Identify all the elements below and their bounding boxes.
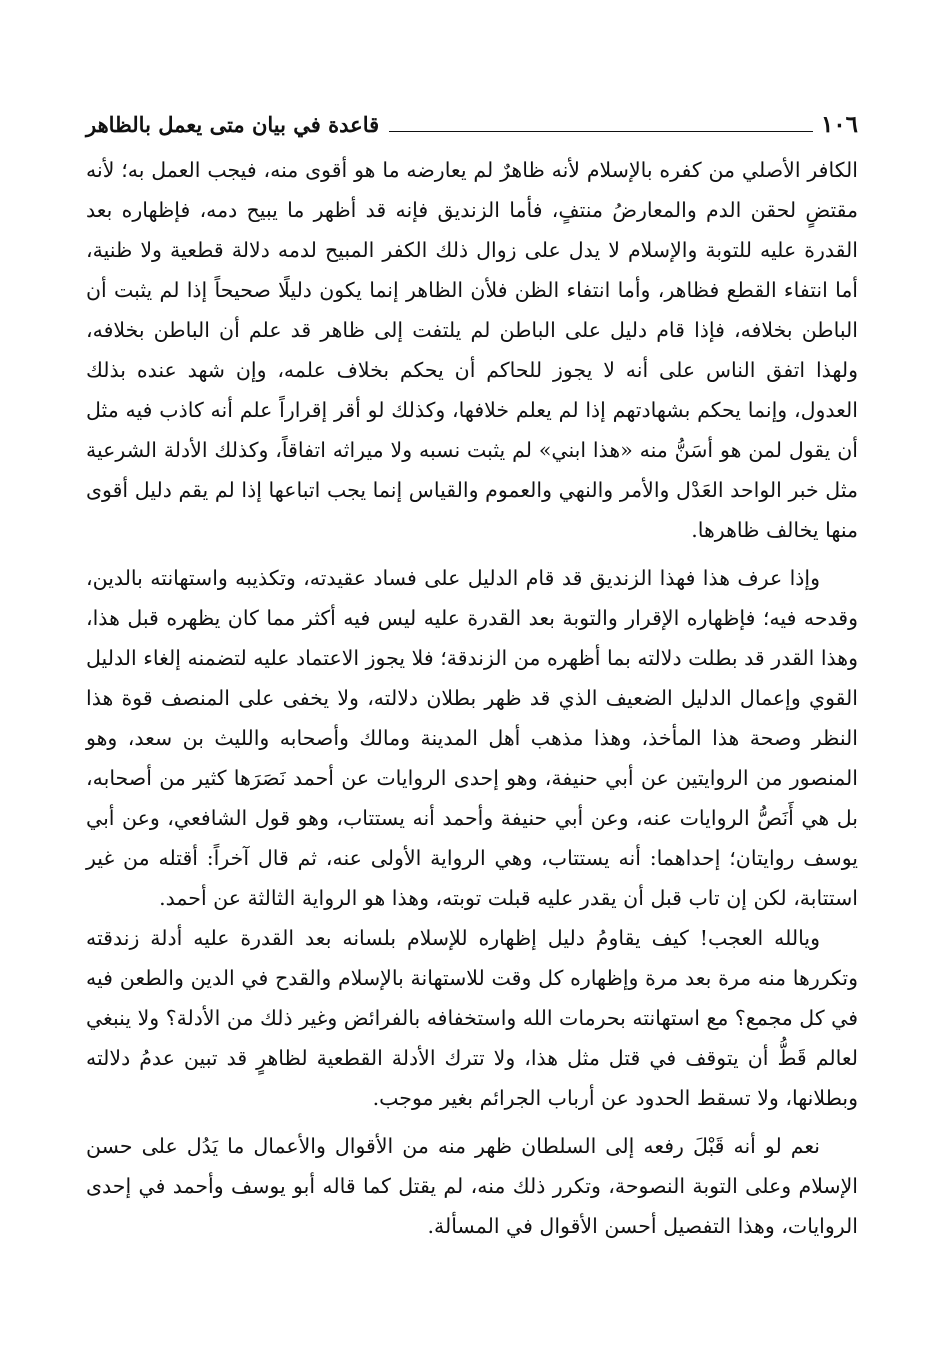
paragraph-2: وإذا عرف هذا فهذا الزنديق قد قام الدليل على فساد عقيدته، وتكذيبه واستهانته بالدين، وقدحه فيه؛ فإظهاره الإقرار والتوبة بعد القدرة عليه ليس فيه أكثر مما كان يظهره قبل هذا، وهذا القدر قد بطلت دلالته بما أظهره من الزندقة؛ فلا يجوز الاعتماد عليه لتضمنه إلغاء الدليل القوي وإعمال الدليل الضعيف الذي قد ظهر بطلان دلالته، ولا يخفى على المنصف قوة هذا النظر وصحة هذا المأخذ، وهذا مذهب أهل المدينة ومالك وأصحابه والليث بن سعد، وهو المنصور من الروايتين عن أبي حنيفة، وهو إحدى الروايات عن أحمد نَصَرَها كثير من أصحابه، بل هي أَنَصُّ الروايات عنه، وعن أبي حنيفة وأحمد أنه يستتاب، وهو قول الشافعي، وعن أبي يوسف روايتان؛ إحداهما: أنه يستتاب، وهي الرواية الأولى عنه، ثم قال آخراً: أقتله من غير استتابة، لكن إن تاب قبل أن يقدر عليه قبلت توبته، وهذا هو الرواية الثالثة عن أحمد. bbox=[86, 566, 858, 910]
page-header bbox=[86, 100, 858, 140]
body-text bbox=[86, 150, 858, 1246]
running-title: قاعدة في بيان متى يعمل بالظاهر bbox=[86, 112, 380, 137]
header-rule bbox=[389, 131, 813, 132]
page-number: ١٠٦ bbox=[820, 111, 858, 138]
paragraph-4: نعم لو أنه قَبْلَ رفعه إلى السلطان ظهر منه من الأقوال والأعمال ما يَدُل على حسن الإسلام وعلى التوبة النصوحة، وتكرر ذلك منه، لم يقتل كما قاله أبو يوسف وأحمد في إحدى الروايات، وهذا التفصيل أحسن الأقوال في المسألة. bbox=[86, 1134, 858, 1238]
paragraph-3: ويالله العجب! كيف يقاومُ دليل إظهاره للإسلام بلسانه بعد القدرة عليه أدلة زندقته وتكررها منه مرة بعد مرة وإظهاره كل وقت للاستهانة بالإسلام والقدح في الدين والطعن فيه في كل مجمع؟ مع استهانته بحرمات الله واستخفافه بالفرائض وغير ذلك من الأدلة؟ ولا ينبغي لعالم قَطُّ أن يتوقف في قتل مثل هذا، ولا تترك الأدلة القطعية لظاهرٍ قد تبين عدمُ دلالته وبطلانها، ولا تسقط الحدود عن أرباب الجرائم بغير موجب. bbox=[86, 926, 858, 1110]
paragraph-1: الكافر الأصلي من كفره بالإسلام لأنه ظاهرٌ لم يعارضه ما هو أقوى منه، فيجب العمل به؛ لأنه مقتضٍ لحقن الدم والمعارضُ منتفٍ، فأما الزنديق فإنه قد أظهر ما يبيح دمه، فإظهاره بعد القدرة عليه للتوبة والإسلام لا يدل على زوال ذلك الكفر المبيح لدمه دلالة قطعية ولا ظنية، أما انتفاء القطع فظاهر، وأما انتفاء الظن فلأن الظاهر إنما يكون دليلًا صحيحاً إذا لم يثبت أن الباطن بخلافه، فإذا قام دليل على الباطن لم يلتفت إلى ظاهر قد علم أن الباطن بخلافه، ولهذا اتفق الناس على أنه لا يجوز للحاكم أن يحكم بخلاف علمه، وإن شهد عنده بذلك العدول، وإنما يحكم بشهادتهم إذا لم يعلم خلافها، وكذلك لو أقر إقراراً علم أنه كاذب فيه مثل أن يقول لمن هو أسَنُّ منه «هذا ابني» لم يثبت نسبه ولا ميراثه اتفاقاً، وكذلك الأدلة الشرعية مثل خبر الواحد العَدْل والأمر والنهي والعموم والقياس إنما يجب اتباعها إذا لم يقم دليل أقوى منها يخالف ظاهرها. bbox=[86, 158, 858, 542]
